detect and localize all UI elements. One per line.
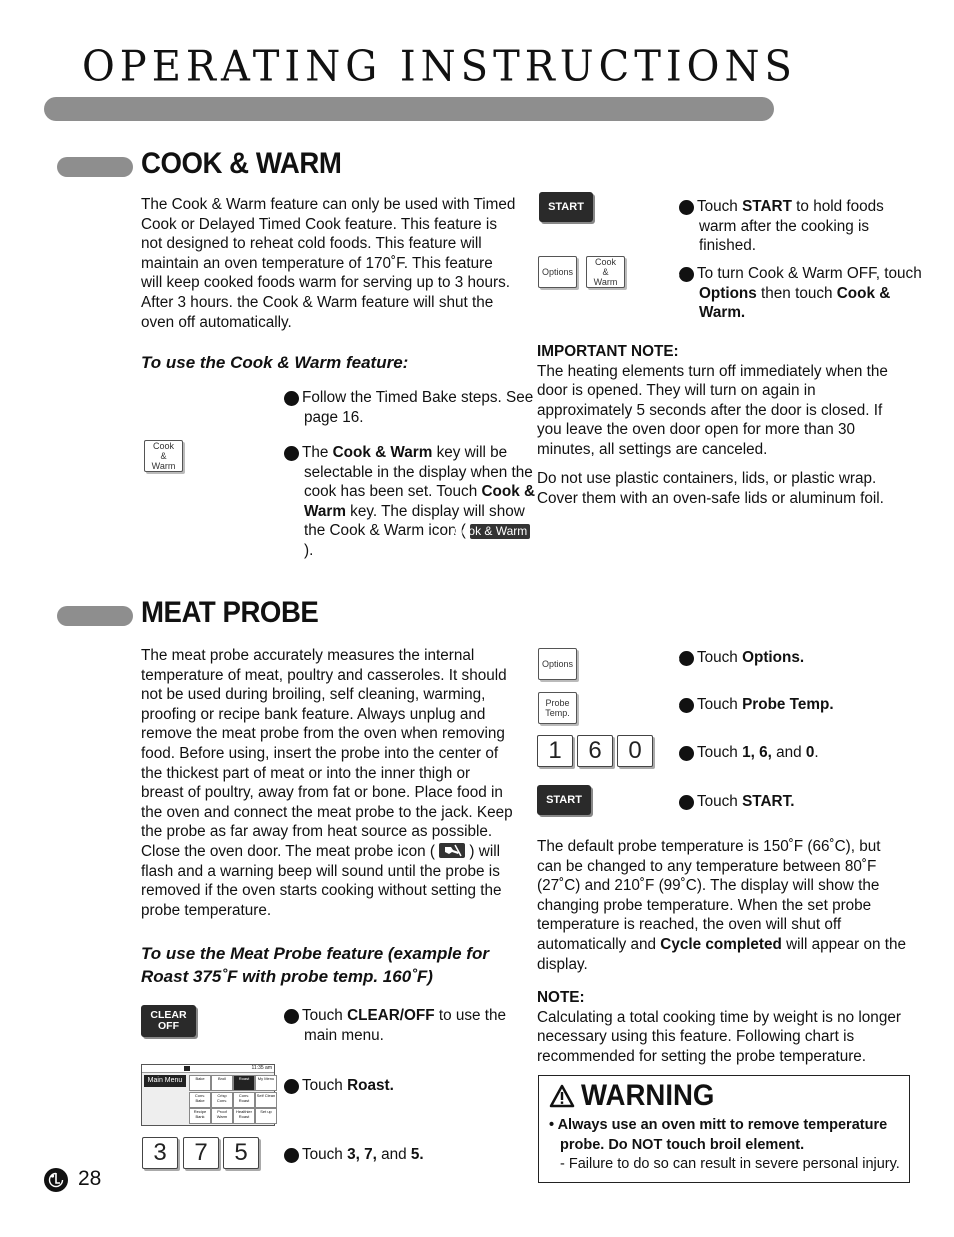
start-button[interactable]: START bbox=[539, 192, 593, 222]
meat-probe-subtitle: To use the Meat Probe feature (example for Roast 375˚F with probe temp. 160˚F) bbox=[141, 944, 489, 986]
meat-probe-step-7: 7 Touch START. bbox=[673, 793, 795, 810]
key-label: & bbox=[160, 451, 167, 461]
section-pill bbox=[57, 157, 133, 177]
meat-probe-step-1: 1 Touch CLEAR/OFF to use the main menu. bbox=[278, 1007, 507, 1044]
digit-key-0[interactable]: 0 bbox=[617, 735, 653, 767]
section-pill bbox=[57, 606, 133, 626]
warning-triangle-icon bbox=[549, 1084, 575, 1108]
meat-probe-step-4: 4 Touch Options. bbox=[673, 649, 805, 666]
step-number: 3 bbox=[679, 200, 694, 215]
cook-warm-step-3: 3 Touch START to hold foods warm after the cooking is finished. bbox=[673, 198, 884, 255]
warning-header bbox=[549, 1078, 726, 1114]
options-key[interactable]: Options bbox=[538, 648, 577, 680]
meat-probe-step-3: 3 Touch 3, 7, and 5. bbox=[278, 1146, 424, 1163]
step-number: 4 bbox=[679, 651, 694, 666]
warning-box bbox=[538, 1075, 910, 1183]
cook-warm-step-2: 2 The Cook & Warm key will be selectable in the display when the cook has been set. Touch Cook & Warm key. The display will show the Cook & Warm icon ( Cook & Warm ). bbox=[278, 444, 535, 559]
meat-probe-intro: The meat probe accurately measures the internal temperature of meat, poultry and casseroles. It should not be used during broiling, self cleaning, warming, proofing or recipe bank feature. Always unplug and remove the meat probe from the oven when removing food. Before using, insert the probe into the center of the thickest part of meat or into the inner thigh or breast of poultry, away from fat or bone. Place food in the oven and connect the meat probe to the jack. Keep the probe as far away from heat source as possible. Close the oven door. The meat probe icon ( ) will flash and a warning beep will sound until the probe is removed if the oven starts cooking without setting the probe temperature. bbox=[141, 647, 513, 919]
cook-warm-key[interactable] bbox=[144, 440, 183, 472]
display-cell-roast[interactable]: Roast bbox=[233, 1075, 255, 1091]
digit-key-3[interactable]: 3 bbox=[142, 1137, 178, 1169]
step-number: 3 bbox=[284, 1148, 299, 1163]
section-title-cook-warm: COOK & WARM bbox=[141, 147, 342, 180]
cook-warm-step-4: 4 To turn Cook & Warm OFF, touch Options then touch Cook & Warm. bbox=[673, 265, 922, 322]
display-cell[interactable]: Broil bbox=[211, 1075, 233, 1091]
probe-temp-key[interactable]: Probe Temp. bbox=[538, 692, 577, 724]
display-cell[interactable]: My Menu bbox=[255, 1075, 277, 1091]
key-label: Cook bbox=[152, 441, 174, 451]
important-note: IMPORTANT NOTE: The heating elements turn off immediately when the door is opened. They will turn on again in approximately 5 seconds after the door is closed. If you leave the oven door open for more than 30 minutes, all settings are canceled. bbox=[537, 343, 888, 458]
step-number: 4 bbox=[679, 267, 694, 282]
display-status-bar bbox=[142, 1065, 274, 1073]
display-cell[interactable]: Conv. Roast bbox=[233, 1092, 255, 1108]
clear-off-button[interactable]: CLEAR OFF bbox=[141, 1005, 196, 1037]
probe-note: NOTE: Calculating a total cooking time by weight is no longer necessary using this feature. Following chart is recommended for setting the probe temperature. bbox=[537, 989, 901, 1065]
display-cell[interactable]: Proof Warm bbox=[211, 1108, 233, 1124]
section-title-meat-probe: MEAT PROBE bbox=[141, 596, 319, 629]
plastic-note: Do not use plastic containers, lids, or plastic wrap. Cover them with an oven-safe lids or aluminum foil. bbox=[537, 470, 884, 507]
header-bar bbox=[44, 97, 774, 121]
meat-probe-step-2: 2 Touch Roast. bbox=[278, 1077, 394, 1094]
warning-title: WARNING bbox=[581, 1079, 715, 1112]
step-number: 7 bbox=[679, 795, 694, 810]
step-number: 5 bbox=[679, 698, 694, 713]
meat-probe-step-6: 6 Touch 1, 6, and 0. bbox=[673, 744, 819, 761]
display-cell[interactable]: Set up bbox=[255, 1108, 277, 1124]
digit-key-5[interactable]: 5 bbox=[223, 1137, 259, 1169]
step-number: 6 bbox=[679, 746, 694, 761]
cook-warm-intro: The Cook & Warm feature can only be used with Timed Cook or Delayed Timed Cook feature. This feature is not designed to reheat cold foods. This feature will maintain an oven temperature of 170˚F. This feature will keep cooked foods warm for serving up to 3 hours. After 3 hours. the Cook & Warm feature will shut the oven off automatically. bbox=[141, 196, 516, 331]
display-cell[interactable]: Healthier Roast bbox=[233, 1108, 255, 1124]
display-cell[interactable]: Crisp Conv. bbox=[211, 1092, 233, 1108]
lg-logo bbox=[44, 1168, 68, 1192]
digit-key-1[interactable]: 1 bbox=[537, 735, 573, 767]
warning-sub: - Failure to do so can result in severe personal injury. bbox=[560, 1156, 900, 1172]
page-number: 28 bbox=[78, 1167, 102, 1190]
display-cell[interactable]: Self Clean bbox=[255, 1092, 277, 1108]
display-cell[interactable]: Conv. Bake bbox=[189, 1092, 211, 1108]
cook-warm-display-icon: Cook & Warm bbox=[470, 524, 530, 539]
step-number: 2 bbox=[284, 1079, 299, 1094]
meat-probe-icon bbox=[439, 843, 465, 858]
step-number: 1 bbox=[284, 391, 299, 406]
meat-probe-step-5: 5 Touch Probe Temp. bbox=[673, 696, 834, 713]
digit-key-6[interactable]: 6 bbox=[577, 735, 613, 767]
display-cell[interactable]: Bake bbox=[189, 1075, 211, 1091]
digit-key-7[interactable]: 7 bbox=[183, 1137, 219, 1169]
page-header-title: OPERATING INSTRUCTIONS bbox=[82, 42, 797, 92]
step-number: 1 bbox=[284, 1009, 299, 1024]
default-probe-temp-text: The default probe temperature is 150˚F (66˚C), but can be changed to any temperature between 80˚F (27˚C) and 210˚F (99˚C). The display will show the changing probe temperature. When the set probe temperature is reached, the oven will shut off automatically and Cycle completed will appear on the display. bbox=[537, 838, 907, 973]
cook-warm-subtitle: To use the Cook & Warm feature: bbox=[141, 353, 409, 372]
warning-bullet: • Always use an oven mitt to remove temperature probe. Do NOT touch broil element. bbox=[549, 1117, 888, 1153]
cook-warm-key[interactable]: Cook & Warm bbox=[586, 256, 625, 288]
display-cell[interactable]: Recipe Bank bbox=[189, 1108, 211, 1124]
step-number: 2 bbox=[284, 446, 299, 461]
main-menu-label: Main Menu bbox=[144, 1075, 186, 1087]
probe-status-icon bbox=[184, 1066, 190, 1071]
start-button[interactable]: START bbox=[537, 785, 591, 815]
display-time: 11:35 am bbox=[251, 1065, 272, 1071]
cook-warm-step-1: 1 Follow the Timed Bake steps. See page 16. bbox=[278, 389, 534, 426]
options-key[interactable]: Options bbox=[538, 256, 577, 288]
oven-display-main-menu bbox=[141, 1064, 275, 1126]
key-label: Warm bbox=[151, 461, 176, 471]
